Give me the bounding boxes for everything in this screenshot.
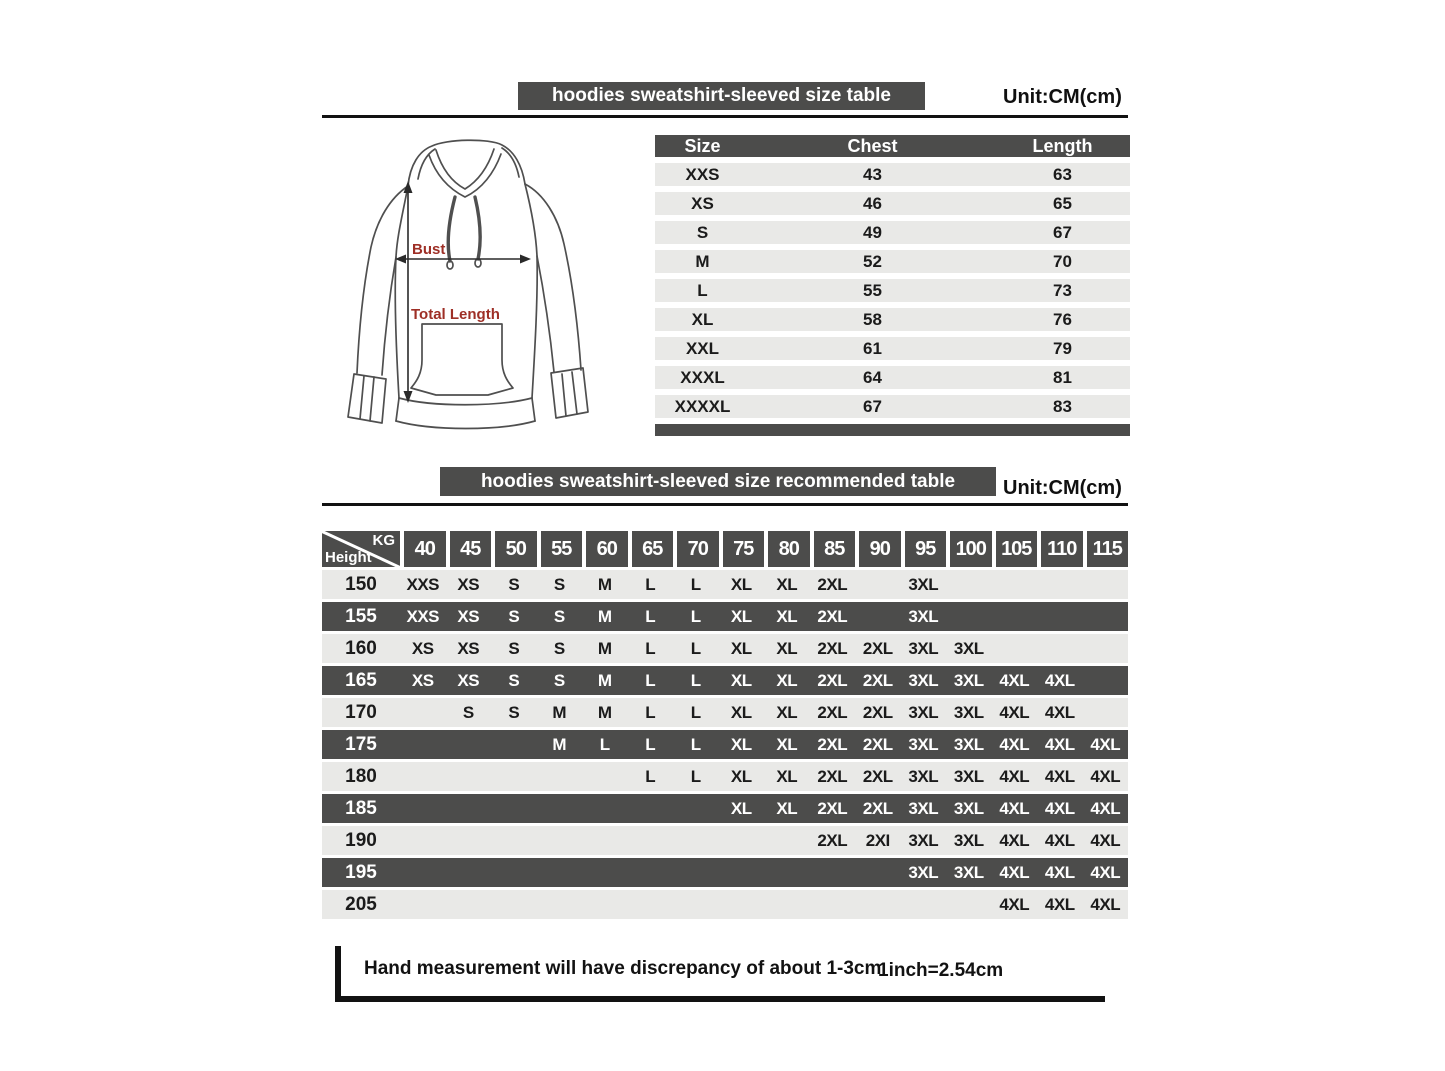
matrix-size-cell: S <box>508 574 520 594</box>
chest-column-header: Chest <box>847 135 898 156</box>
matrix-size-cell: 3XL <box>908 574 939 594</box>
matrix-size-cell: L <box>599 734 610 754</box>
size-table-row <box>655 163 1130 186</box>
matrix-size-cell: 2XL <box>862 798 893 818</box>
size-table-cell: 52 <box>863 251 882 271</box>
matrix-row <box>322 602 1128 631</box>
matrix-size-cell: 3XL <box>953 638 984 658</box>
matrix-size-cell: L <box>645 702 656 722</box>
matrix-size-cell: 4XL <box>1044 798 1075 818</box>
matrix-size-cell: M <box>552 702 567 722</box>
matrix-size-cell: 2XL <box>817 606 848 626</box>
size-table-bottom-bar <box>655 424 1130 436</box>
matrix-height-label: 170 <box>345 701 377 723</box>
size-table-row <box>655 366 1130 389</box>
matrix-size-cell: XL <box>776 574 798 594</box>
matrix-size-cell: XL <box>730 638 752 658</box>
matrix-size-cell: XS <box>411 638 434 658</box>
matrix-size-cell: XS <box>457 670 480 690</box>
inch-conversion-note: 1inch=2.54cm <box>878 960 1004 981</box>
matrix-size-cell: M <box>597 606 612 626</box>
matrix-size-cell: S <box>553 670 565 690</box>
matrix-size-cell: S <box>508 670 520 690</box>
matrix-size-cell: 3XL <box>953 734 984 754</box>
hoodie-diagram <box>332 132 642 462</box>
matrix-size-cell: XS <box>457 574 480 594</box>
total-length-label: Total Length <box>411 306 500 323</box>
size-table-title: hoodies sweatshirt-sleeved size table <box>552 85 891 106</box>
size-table-body <box>655 163 1130 418</box>
matrix-size-cell: S <box>508 638 520 658</box>
size-table-cell: XXXXL <box>674 396 731 416</box>
matrix-size-cell: 3XL <box>908 606 939 626</box>
weight-header-cell: 50 <box>495 531 537 567</box>
matrix-size-cell: 2XL <box>817 734 848 754</box>
matrix-row <box>322 858 1128 887</box>
hoodie-outline <box>348 140 588 428</box>
matrix-row <box>322 890 1128 919</box>
size-table-cell: XXS <box>685 164 720 184</box>
matrix-size-cell: L <box>690 638 701 658</box>
matrix-size-cell: L <box>645 734 656 754</box>
matrix-size-cell: M <box>597 670 612 690</box>
size-table-header <box>655 135 1130 157</box>
footer-left-bar <box>335 946 341 1000</box>
size-table-row <box>655 337 1130 360</box>
matrix-size-cell: S <box>553 606 565 626</box>
matrix-size-cell: S <box>553 574 565 594</box>
weight-header-cell: 95 <box>905 531 947 567</box>
matrix-size-cell: L <box>690 606 701 626</box>
size-table-cell: 58 <box>863 309 882 329</box>
matrix-size-cell: 4XL <box>1044 702 1075 722</box>
matrix-size-cell: 4XL <box>1090 894 1121 914</box>
matrix-size-cell: 3XL <box>908 670 939 690</box>
weight-header-cell: 110 <box>1041 531 1083 567</box>
matrix-size-cell: 2XL <box>817 702 848 722</box>
matrix-size-cell: 4XL <box>1090 862 1121 882</box>
matrix-size-cell: L <box>645 638 656 658</box>
matrix-size-cell: 4XL <box>999 734 1030 754</box>
matrix-size-cell: 4XL <box>999 766 1030 786</box>
size-table <box>655 135 1130 436</box>
matrix-size-cell: 3XL <box>908 862 939 882</box>
matrix-size-cell: L <box>690 574 701 594</box>
weight-header-cell: 70 <box>677 531 719 567</box>
size-table-row <box>655 250 1130 273</box>
weight-header-cell: 60 <box>586 531 628 567</box>
unit-label-2: Unit:CM(cm) <box>1003 477 1122 499</box>
matrix-size-cell: 3XL <box>953 798 984 818</box>
matrix-size-cell: 3XL <box>953 766 984 786</box>
size-table-row <box>655 279 1130 302</box>
matrix-size-cell: 4XL <box>1090 766 1121 786</box>
matrix-size-cell: 4XL <box>1044 862 1075 882</box>
size-table-cell: 55 <box>863 280 882 300</box>
size-table-cell: XXXL <box>680 367 725 387</box>
matrix-size-cell: 2XL <box>817 638 848 658</box>
divider-line-2 <box>322 503 1128 506</box>
matrix-size-cell: 4XL <box>1044 734 1075 754</box>
matrix-size-cell: 4XL <box>999 670 1030 690</box>
matrix-row <box>322 762 1128 791</box>
matrix-size-cell: M <box>597 702 612 722</box>
size-table-cell: 73 <box>1053 280 1072 300</box>
matrix-size-cell: L <box>690 670 701 690</box>
size-table-cell: 70 <box>1053 251 1072 271</box>
weight-header-cell: 115 <box>1087 531 1129 567</box>
matrix-size-cell: XS <box>457 638 480 658</box>
matrix-size-cell: M <box>597 574 612 594</box>
matrix-size-cell: 4XL <box>999 894 1030 914</box>
size-column-header: Size <box>684 135 721 156</box>
weight-header-cell: 105 <box>996 531 1038 567</box>
matrix-size-cell: 2XL <box>862 734 893 754</box>
size-table-cell: XS <box>691 193 714 213</box>
matrix-row <box>322 634 1128 663</box>
matrix-size-cell: S <box>508 702 520 722</box>
matrix-size-cell: XL <box>776 702 798 722</box>
size-table-cell: 76 <box>1053 309 1072 329</box>
matrix-size-cell: S <box>553 638 565 658</box>
matrix-size-cell: 2XL <box>862 638 893 658</box>
matrix-size-cell: 2XL <box>817 766 848 786</box>
size-table-title-bar <box>518 82 925 110</box>
recommended-table-title-bar <box>440 467 996 496</box>
matrix-size-cell: 4XL <box>1044 894 1075 914</box>
matrix-size-cell: XS <box>411 670 434 690</box>
matrix-size-cell: S <box>508 606 520 626</box>
footer-bottom-line <box>335 996 1105 1002</box>
matrix-size-cell: L <box>645 766 656 786</box>
matrix-size-cell: 4XL <box>1044 830 1075 850</box>
matrix-size-cell: L <box>690 702 701 722</box>
matrix-size-cell: L <box>690 734 701 754</box>
matrix-height-label: 155 <box>345 605 377 627</box>
matrix-corner-cell <box>322 531 400 567</box>
matrix-size-cell: 4XL <box>1090 734 1121 754</box>
size-table-cell: 83 <box>1053 396 1072 416</box>
matrix-row <box>322 666 1128 695</box>
size-table-cell: 81 <box>1053 367 1072 387</box>
matrix-size-cell: XL <box>730 702 752 722</box>
matrix-size-cell: XL <box>730 734 752 754</box>
matrix-size-cell: S <box>462 702 474 722</box>
size-table-cell: XXL <box>685 338 720 358</box>
matrix-height-label: 185 <box>345 797 377 819</box>
matrix-size-cell: 4XL <box>999 830 1030 850</box>
matrix-size-cell: 2XL <box>817 830 848 850</box>
weight-header-cell: 45 <box>450 531 492 567</box>
matrix-size-cell: XL <box>730 670 752 690</box>
size-table-cell: 63 <box>1053 164 1072 184</box>
matrix-size-cell: 2XL <box>862 702 893 722</box>
matrix-size-cell: 3XL <box>953 862 984 882</box>
size-table-row <box>655 192 1130 215</box>
matrix-size-cell: 3XL <box>908 702 939 722</box>
matrix-row <box>322 826 1128 855</box>
matrix-size-cell: XL <box>730 574 752 594</box>
matrix-row <box>322 730 1128 759</box>
size-table-cell: 61 <box>863 338 882 358</box>
weight-header-cell: 75 <box>723 531 765 567</box>
matrix-row <box>322 698 1128 727</box>
matrix-size-cell: XL <box>776 606 798 626</box>
recommendation-matrix <box>322 531 1128 922</box>
size-table-cell: 46 <box>863 193 882 213</box>
matrix-size-cell: 3XL <box>908 830 939 850</box>
matrix-size-cell: L <box>645 574 656 594</box>
matrix-size-cell: XXS <box>406 606 440 626</box>
matrix-row <box>322 794 1128 823</box>
matrix-size-cell: XL <box>776 670 798 690</box>
matrix-size-cell: 4XL <box>999 862 1030 882</box>
matrix-size-cell: 4XL <box>999 798 1030 818</box>
matrix-height-label: 180 <box>345 765 377 787</box>
matrix-size-cell: XS <box>457 606 480 626</box>
bust-label: Bust <box>412 241 446 258</box>
size-table-row <box>655 308 1130 331</box>
matrix-size-cell: M <box>552 734 567 754</box>
matrix-size-cell: 2XL <box>862 766 893 786</box>
matrix-size-cell: 4XL <box>1090 798 1121 818</box>
size-table-cell: M <box>695 251 710 271</box>
measurement-note: Hand measurement will have discrepancy of about 1-3cm <box>364 958 882 979</box>
matrix-size-cell: 3XL <box>953 830 984 850</box>
matrix-size-cell: 3XL <box>953 702 984 722</box>
matrix-size-cell: XL <box>730 798 752 818</box>
kg-axis-label: KG <box>372 532 395 549</box>
size-table-cell: 65 <box>1053 193 1072 213</box>
matrix-size-cell: 4XL <box>1090 830 1121 850</box>
weight-header-cell: 90 <box>859 531 901 567</box>
matrix-size-cell: 2XL <box>862 670 893 690</box>
size-table-cell: 49 <box>863 222 882 242</box>
matrix-height-label: 205 <box>345 893 377 915</box>
matrix-size-cell: L <box>690 766 701 786</box>
matrix-height-label: 165 <box>345 669 377 691</box>
matrix-size-cell: XL <box>776 734 798 754</box>
weight-header-cell: 80 <box>768 531 810 567</box>
size-table-cell: 67 <box>863 396 882 416</box>
matrix-body <box>322 570 1128 919</box>
matrix-size-cell: 2XL <box>817 670 848 690</box>
matrix-size-cell: 3XL <box>908 766 939 786</box>
matrix-height-label: 150 <box>345 573 377 595</box>
matrix-size-cell: M <box>597 638 612 658</box>
size-table-cell: L <box>697 280 708 300</box>
height-axis-label: Height <box>325 549 372 566</box>
matrix-size-cell: XL <box>776 638 798 658</box>
matrix-size-cell: XXS <box>406 574 440 594</box>
size-table-row <box>655 395 1130 418</box>
size-table-cell: 79 <box>1053 338 1072 358</box>
matrix-height-label: 195 <box>345 861 377 883</box>
weight-header-cell: 100 <box>950 531 992 567</box>
matrix-size-cell: L <box>645 670 656 690</box>
recommended-table-title: hoodies sweatshirt-sleeved size recommended table <box>480 470 956 492</box>
weight-header-cell: 40 <box>404 531 446 567</box>
matrix-size-cell: 3XL <box>908 638 939 658</box>
matrix-height-label: 175 <box>345 733 377 755</box>
size-table-cell: 64 <box>863 367 882 387</box>
matrix-size-cell: 3XL <box>953 670 984 690</box>
matrix-size-cell: 3XL <box>908 734 939 754</box>
matrix-row <box>322 570 1128 599</box>
matrix-size-cell: L <box>645 606 656 626</box>
divider-line-1 <box>322 115 1128 118</box>
weight-header-cell: 85 <box>814 531 856 567</box>
matrix-size-cell: 4XL <box>1044 766 1075 786</box>
weight-header-cell: 55 <box>541 531 583 567</box>
matrix-size-cell: 2XL <box>817 798 848 818</box>
matrix-size-cell: XL <box>730 766 752 786</box>
arrow-heads <box>395 181 531 403</box>
matrix-size-cell: 2XL <box>817 574 848 594</box>
size-table-row <box>655 221 1130 244</box>
matrix-size-cell: 3XL <box>908 798 939 818</box>
length-column-header: Length <box>1032 135 1093 156</box>
matrix-size-cell: XL <box>776 766 798 786</box>
weight-header-cell: 65 <box>632 531 674 567</box>
matrix-size-cell: XL <box>776 798 798 818</box>
size-table-cell: S <box>696 222 709 242</box>
unit-label-1: Unit:CM(cm) <box>1003 86 1122 108</box>
measurement-arrows <box>400 190 526 395</box>
matrix-header-row <box>322 531 1128 567</box>
matrix-size-cell: 2XI <box>865 830 890 850</box>
matrix-height-label: 160 <box>345 637 377 659</box>
matrix-height-label: 190 <box>345 829 377 851</box>
size-table-cell: 43 <box>863 164 882 184</box>
matrix-size-cell: 4XL <box>999 702 1030 722</box>
matrix-size-cell: 4XL <box>1044 670 1075 690</box>
matrix-size-cell: XL <box>730 606 752 626</box>
size-table-cell: XL <box>691 309 714 329</box>
size-table-cell: 67 <box>1053 222 1072 242</box>
